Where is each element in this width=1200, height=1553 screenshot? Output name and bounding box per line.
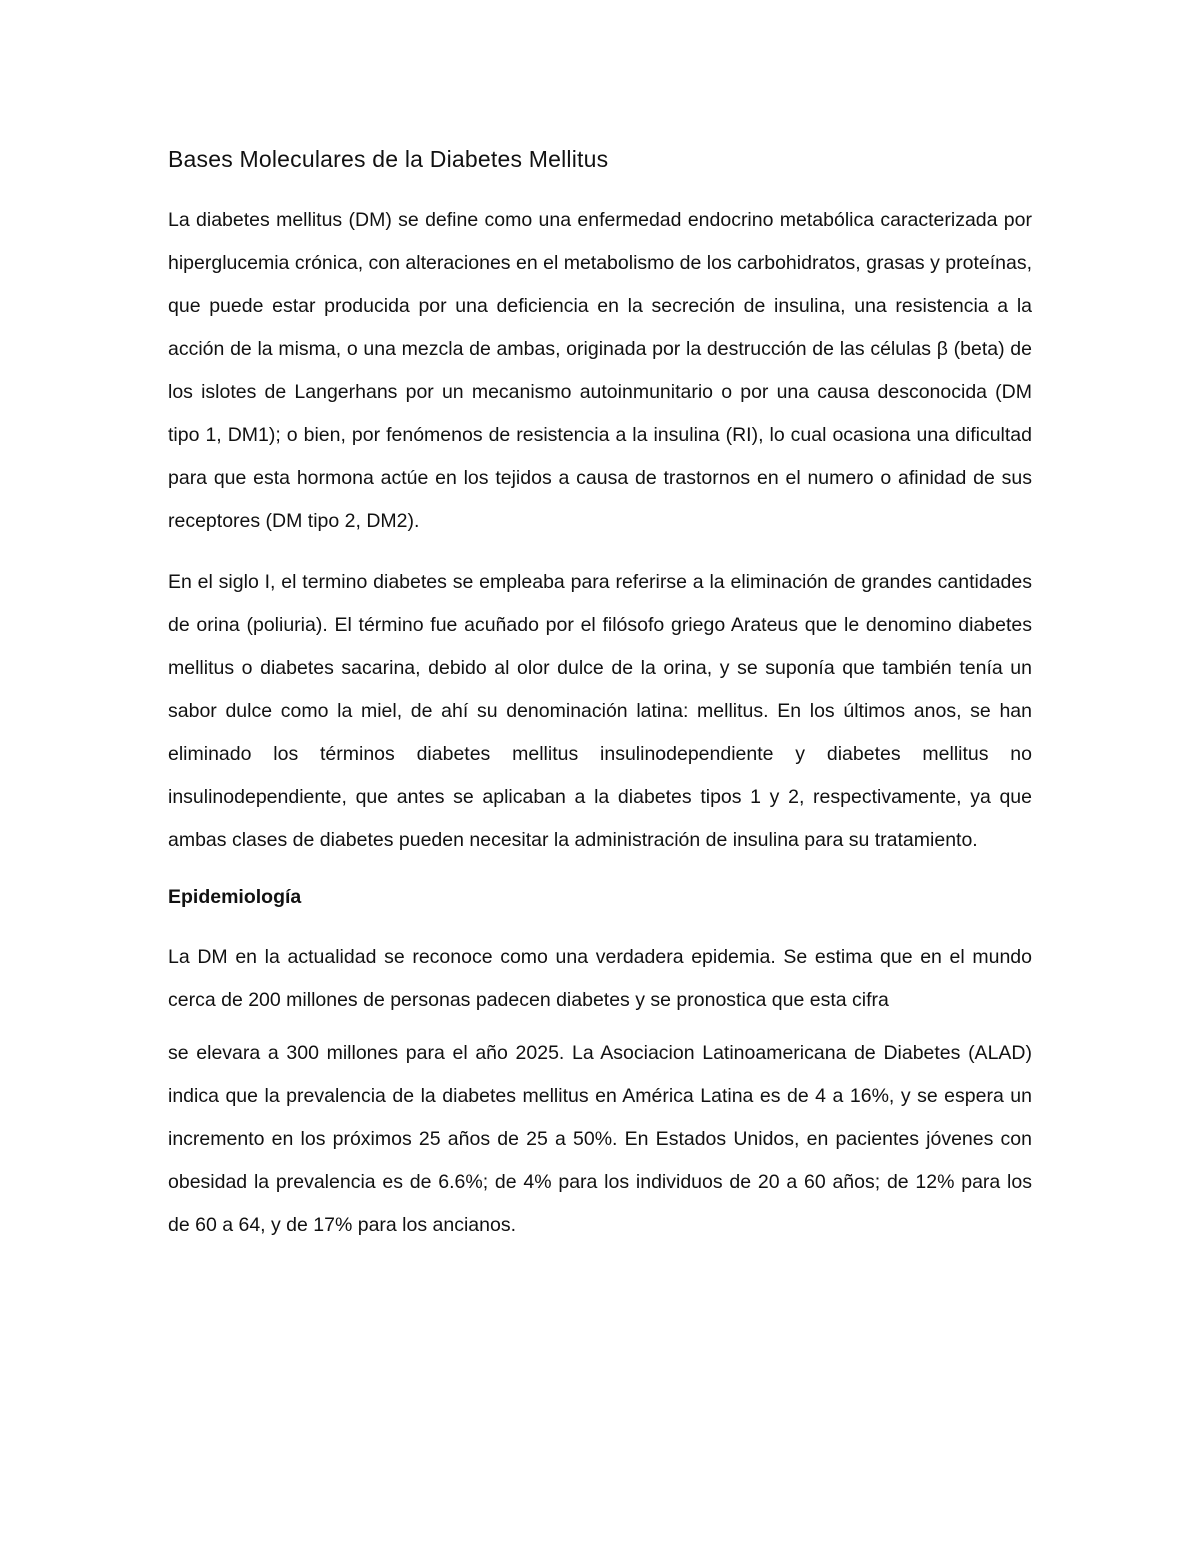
document-body: [168, 142, 1032, 1265]
paragraph-epidemia: La DM en la actualidad se reconoce como una verdadera epidemia. Se estima que en el mundo cerca de 200 millones de personas padecen diabetes y se pronostica que esta cifra: [168, 946, 1032, 1011]
section-heading-epidemiologia: Epidemiología: [168, 886, 302, 908]
paragraph-history: En el siglo I, el termino diabetes se empleaba para referirse a la eliminación de grandes cantidades de orina (poliuria). El término fue acuñado por el filósofo griego Arateus que le denomino diabetes mellitus o diabetes sacarina, debido al olor dulce de la orina, y se suponía que también tenía un sabor dulce como la miel, de ahí su denominación latina: mellitus. En los últimos anos, se han eliminado los términos diabetes mellitus insulinodependiente y diabetes mellitus no insulinodependiente, que antes se aplicaban a la diabetes tipos 1 y 2, respectivamente, ya que ambas clases de diabetes pueden necesitar la administración de insulina para su tratamiento.: [168, 571, 1032, 851]
paragraph-definition: La diabetes mellitus (DM) se define como una enfermedad endocrino metabólica caracterizada por hiperglucemia crónica, con alteraciones en el metabolismo de los carbohidratos, grasas y proteínas, que puede estar producida por una deficiencia en la secreción de insulina, una resistencia a la acción de la misma, o una mezcla de ambas, originada por la destrucción de las células β (beta) de los islotes de Langerhans por un mecanismo autoinmunitario o por una causa desconocida (DM tipo 1, DM1); o bien, por fenómenos de resistencia a la insulina (RI), lo cual ocasiona una dificultad para que esta hormona actúe en los tejidos a causa de trastornos en el numero o afinidad de sus receptores (DM tipo 2, DM2).: [168, 209, 1032, 532]
document-title: Bases Moleculares de la Diabetes Mellitus: [168, 146, 609, 172]
paragraph-prevalencia: se elevara a 300 millones para el año 2025. La Asociacion Latinoamericana de Diabetes (ALAD) indica que la prevalencia de la diabetes mellitus en América Latina es de 4 a 16%, y se espera un incremento en los próximos 25 años de 25 a 50%. En Estados Unidos, en pacientes jóvenes con obesidad la prevalencia es de 6.6%; de 4% para los individuos de 20 a 60 años; de 12% para los de 60 a 64, y de 17% para los ancianos.: [168, 1042, 1032, 1236]
